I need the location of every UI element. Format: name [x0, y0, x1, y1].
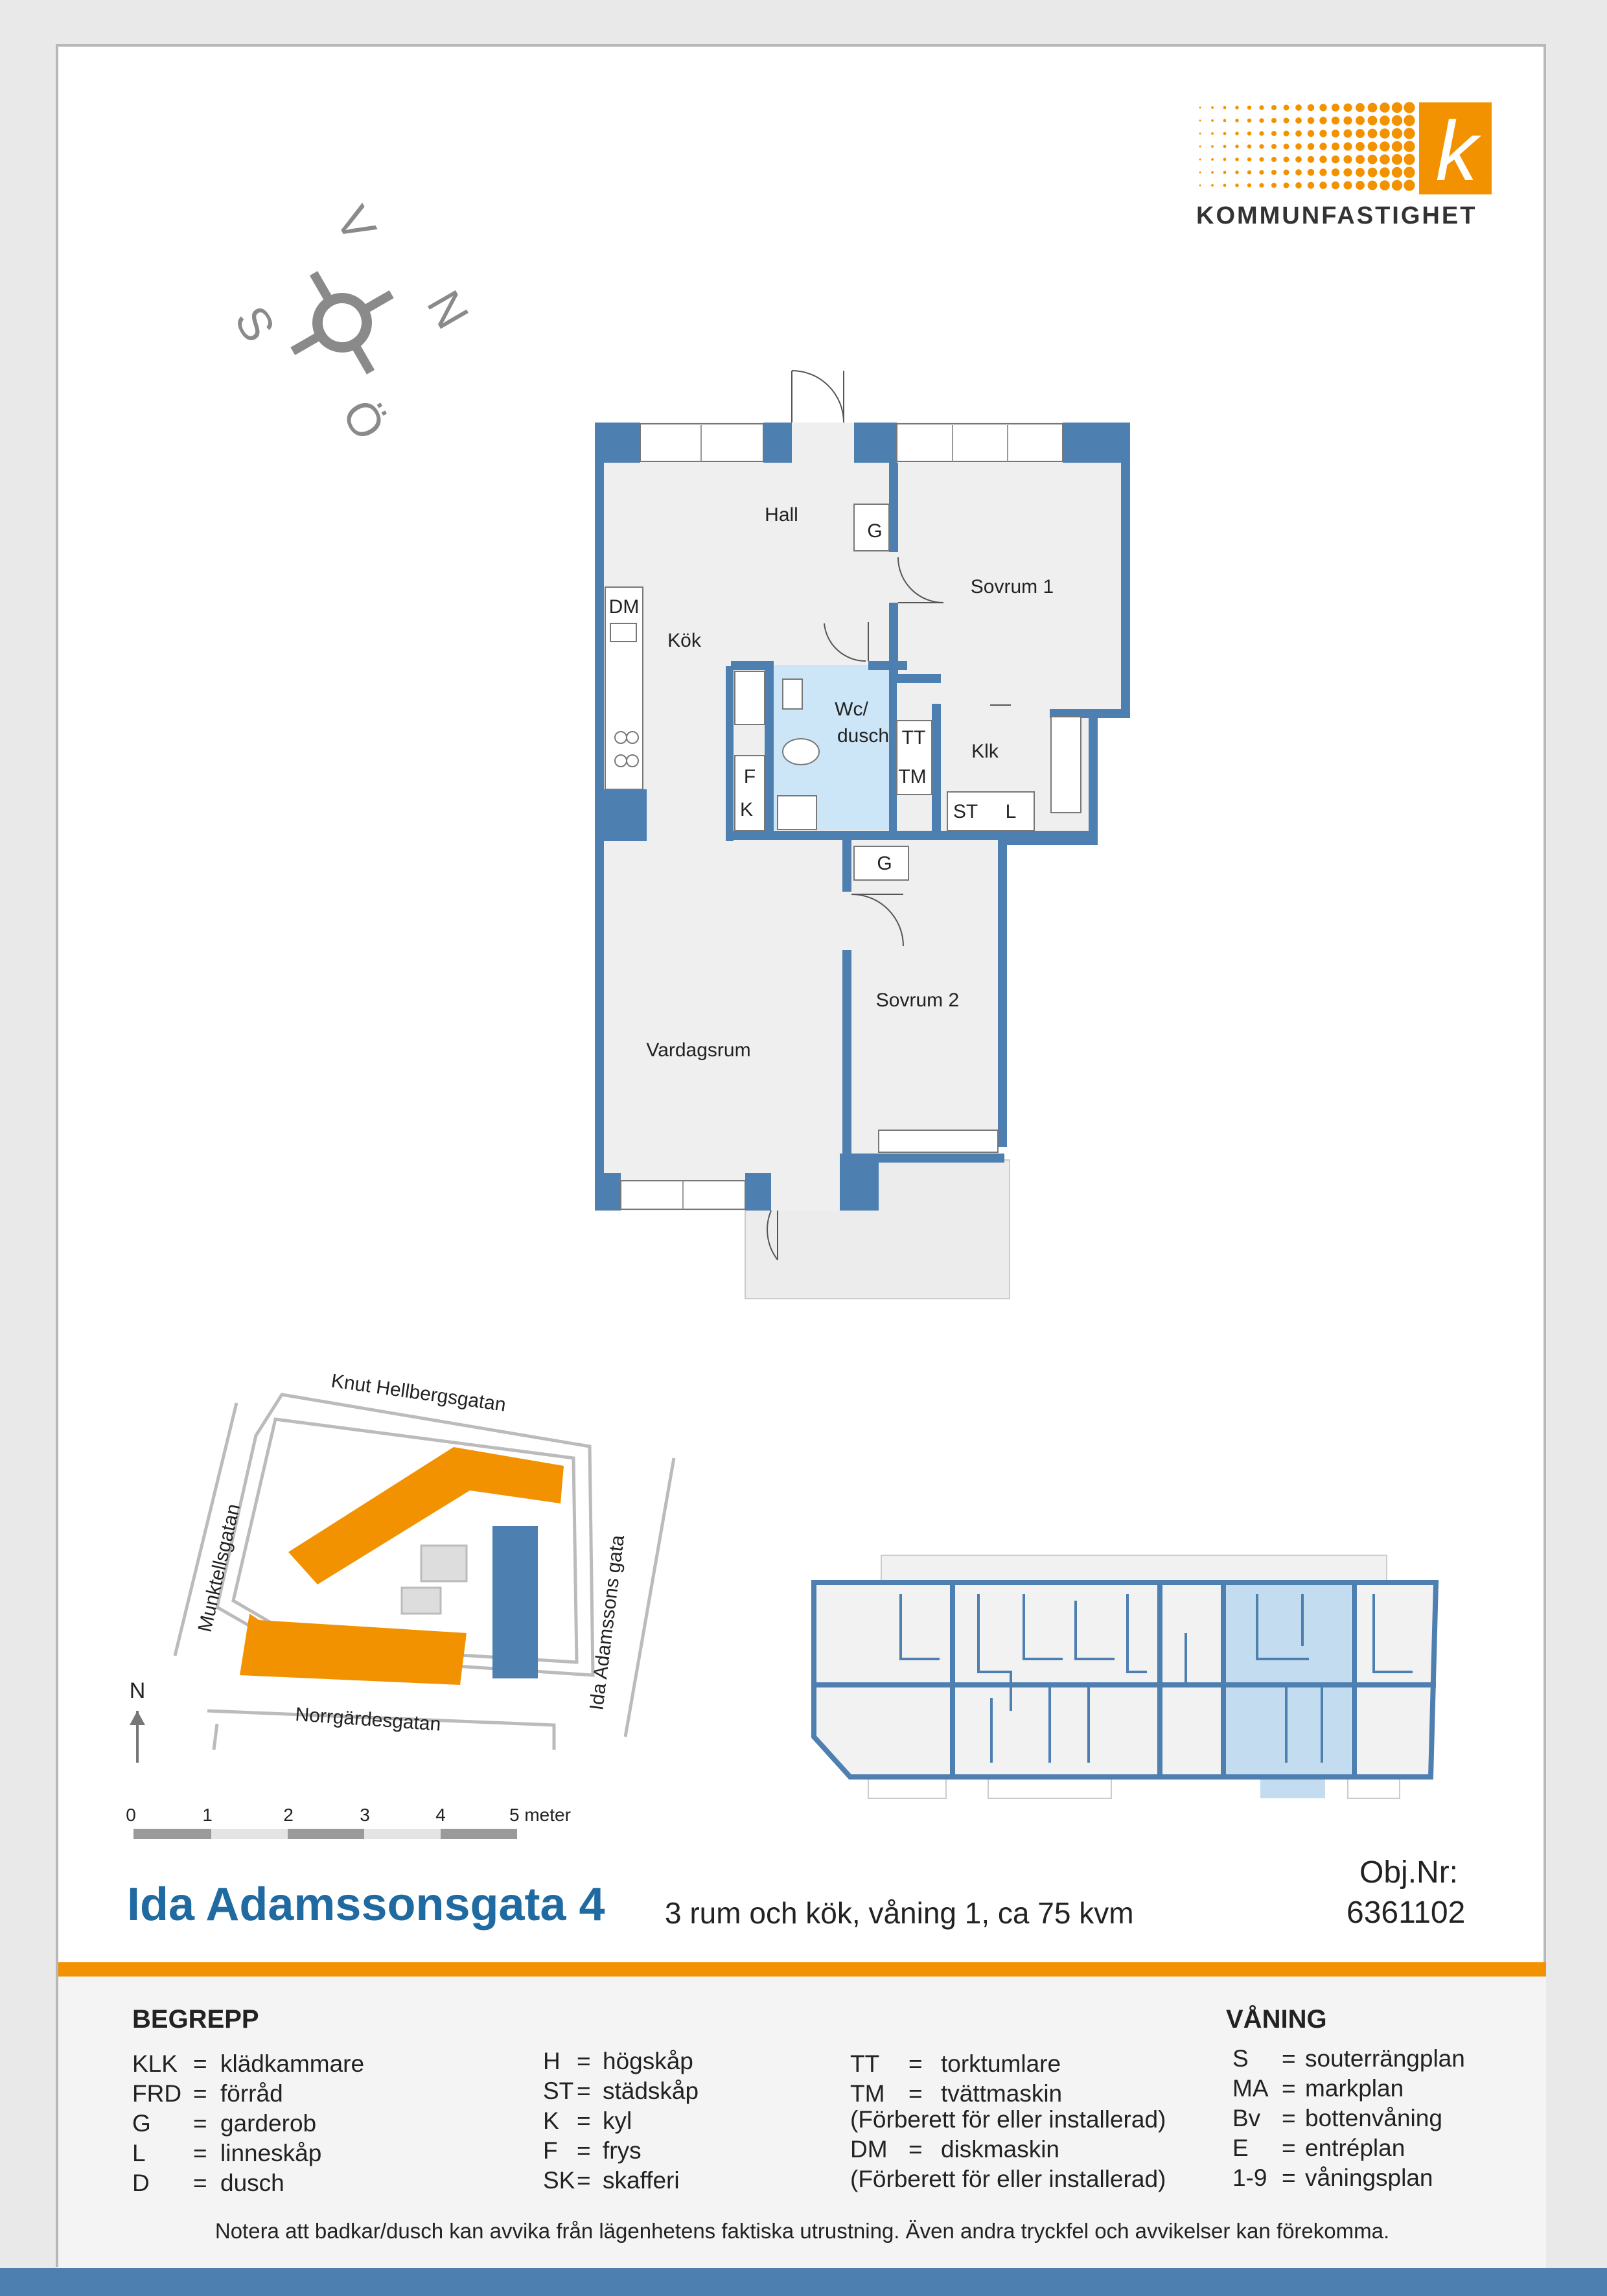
scale-tick-1: 1 [202, 1805, 213, 1825]
legend-title-begrepp: BEGREPP [132, 2005, 259, 2034]
fixture-f: F [743, 766, 756, 787]
site-map [123, 1361, 693, 1750]
scale-tick-2: 2 [283, 1805, 294, 1825]
fixture-tm: TM [898, 766, 927, 787]
room-vardagsrum: Vardagsrum [646, 1039, 751, 1061]
address-title: Ida Adamssonsgata 4 [127, 1879, 605, 1931]
room-wc-line2: dusch [837, 725, 890, 747]
fixture-g-hall: G [867, 520, 883, 542]
fixture-st: ST [953, 801, 978, 822]
room-hall: Hall [765, 504, 798, 526]
brand-mark-letter: k [1435, 104, 1478, 198]
scale-bar [123, 1795, 590, 1853]
highlighted-building [492, 1526, 538, 1678]
fixture-g-sovrum2: G [877, 853, 892, 874]
building-floor-key-plan [804, 1549, 1445, 1808]
compass-north-label: N [417, 282, 479, 338]
apartment-description: 3 rum och kök, våning 1, ca 75 kvm [665, 1896, 1134, 1930]
fixture-l: L [1005, 801, 1017, 822]
object-number-label: Obj.Nr: [1359, 1855, 1459, 1890]
bottom-bar [0, 2268, 1607, 2296]
compass-south-label: S [224, 297, 285, 351]
room-klk: Klk [971, 741, 999, 762]
compass-rose [214, 194, 479, 454]
scale-tick-3: 3 [360, 1805, 370, 1825]
room-wc-line1: Wc/ [835, 699, 868, 720]
north-label: N [129, 1678, 146, 1703]
street-ida-adamssons-gata: Ida Adamssons gata [586, 1533, 629, 1711]
street-munktellsgatan: Munktellsgatan [194, 1502, 245, 1634]
floor-plan [583, 356, 1153, 1303]
room-kok: Kök [667, 630, 701, 651]
room-sovrum1: Sovrum 1 [970, 576, 1054, 597]
apartment-highlight [1225, 1584, 1351, 1779]
fixture-dm: DM [608, 596, 640, 618]
legend-footnote: Notera att badkar/dusch kan avvika från lägenhetens faktiska utrustning. Även andra tryckfel och avvikelser kan förekomma. [214, 2219, 1390, 2243]
scale-tick-5: 5 meter [509, 1805, 571, 1825]
fixture-k: K [739, 799, 754, 820]
compass-east-label: Ö [332, 391, 395, 449]
scale-tick-4: 4 [435, 1805, 446, 1825]
fixture-tt: TT [901, 727, 926, 748]
compass-west-label: V [325, 198, 386, 251]
object-number: 6361102 [1347, 1896, 1466, 1930]
street-norrgardesgatan: Norrgärdesgatan [294, 1704, 442, 1735]
legend-title-vaning: VÅNING [1226, 2005, 1327, 2034]
street-knut-hellbergsgatan: Knut Hellbergsgatan [330, 1370, 507, 1416]
brand-logo [1192, 97, 1503, 201]
legend-panel: BEGREPP VÅNING KLK = klädkammare FRD = förråd G = garderob L = linneskåp D = dusch H = högskåp ST = städskåp K = kyl F = frys SK = skafferi TT = torktumlare TM = tvättmaskin (Förberett för eller installerad) DM = diskmaskin (Förberett för eller installerad) S = souterrängplan MA = markplan Bv = bottenvåning E = entréplan 1-9 = våningsplan Notera att badkar/dusch kan avvika från lägenhetens faktiska utrustning. Även andra tryckfel och avvikelser kan förekomma. [58, 1977, 1546, 2268]
scale-tick-0: 0 [126, 1805, 136, 1825]
brand-name: KOMMUNFASTIGHET [1196, 202, 1477, 229]
header-divider [58, 1962, 1546, 1977]
room-sovrum2: Sovrum 2 [875, 990, 960, 1011]
